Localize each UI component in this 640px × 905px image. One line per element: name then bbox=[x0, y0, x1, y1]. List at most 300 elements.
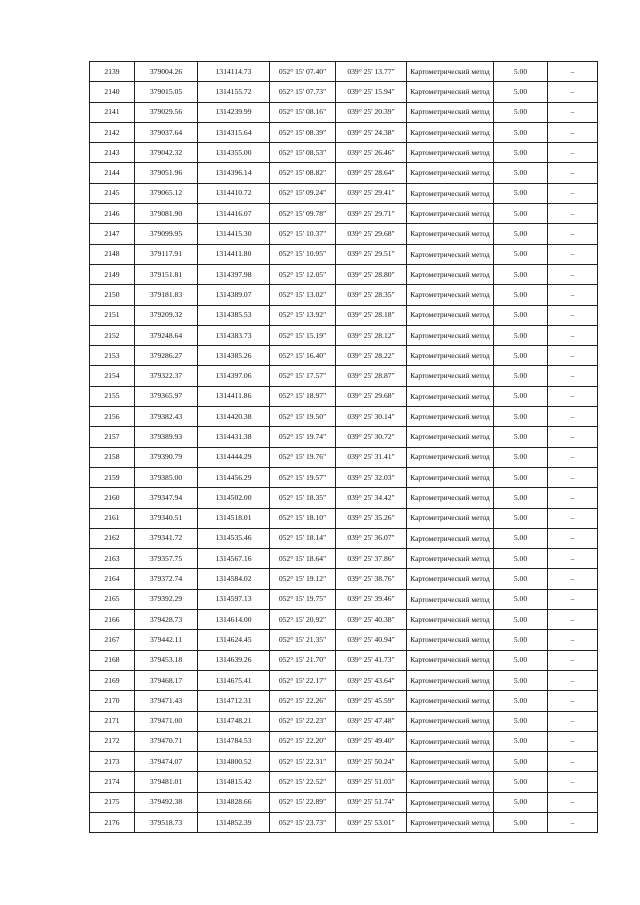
latitude-cell: 052° 15' 18.14" bbox=[270, 528, 336, 548]
latitude-cell: 052° 15' 20.92" bbox=[270, 610, 336, 630]
x-coordinate-cell: 379453.18 bbox=[135, 650, 198, 670]
point-number-cell: 2144 bbox=[90, 163, 135, 183]
x-coordinate-cell: 379341.72 bbox=[135, 528, 198, 548]
method-cell: Картометрический метод bbox=[407, 549, 494, 569]
accuracy-cell: 5.00 bbox=[494, 346, 548, 366]
x-coordinate-cell: 379181.83 bbox=[135, 285, 198, 305]
y-coordinate-cell: 1314852.39 bbox=[198, 812, 270, 832]
y-coordinate-cell: 1314411.86 bbox=[198, 386, 270, 406]
point-number-cell: 2159 bbox=[90, 467, 135, 487]
latitude-cell: 052° 15' 18.35" bbox=[270, 488, 336, 508]
latitude-cell: 052° 15' 19.57" bbox=[270, 467, 336, 487]
point-number-cell: 2154 bbox=[90, 366, 135, 386]
longitude-cell: 039° 25' 13.77" bbox=[336, 62, 407, 82]
table-row bbox=[90, 62, 598, 82]
y-coordinate-cell: 1314383.73 bbox=[198, 325, 270, 345]
table-row bbox=[90, 447, 598, 467]
y-coordinate-cell: 1314535.46 bbox=[198, 528, 270, 548]
note-cell: – bbox=[548, 812, 598, 832]
table-row bbox=[90, 82, 598, 102]
latitude-cell: 052° 15' 08.16" bbox=[270, 102, 336, 122]
note-cell: – bbox=[548, 610, 598, 630]
y-coordinate-cell: 1314748.21 bbox=[198, 711, 270, 731]
table-row bbox=[90, 731, 598, 751]
x-coordinate-cell: 379347.94 bbox=[135, 488, 198, 508]
longitude-cell: 039° 25' 29.68" bbox=[336, 224, 407, 244]
method-cell: Картометрический метод bbox=[407, 366, 494, 386]
point-number-cell: 2161 bbox=[90, 508, 135, 528]
table-row bbox=[90, 711, 598, 731]
table-row bbox=[90, 122, 598, 142]
y-coordinate-cell: 1314614.00 bbox=[198, 610, 270, 630]
accuracy-cell: 5.00 bbox=[494, 569, 548, 589]
method-cell: Картометрический метод bbox=[407, 447, 494, 467]
x-coordinate-cell: 379340.51 bbox=[135, 508, 198, 528]
accuracy-cell: 5.00 bbox=[494, 711, 548, 731]
point-number-cell: 2168 bbox=[90, 650, 135, 670]
x-coordinate-cell: 379392.29 bbox=[135, 589, 198, 609]
x-coordinate-cell: 379428.73 bbox=[135, 610, 198, 630]
table-row bbox=[90, 691, 598, 711]
latitude-cell: 052° 15' 07.40" bbox=[270, 62, 336, 82]
latitude-cell: 052° 15' 21.70" bbox=[270, 650, 336, 670]
y-coordinate-cell: 1314800.52 bbox=[198, 752, 270, 772]
point-number-cell: 2162 bbox=[90, 528, 135, 548]
table-row bbox=[90, 264, 598, 284]
y-coordinate-cell: 1314675.41 bbox=[198, 670, 270, 690]
x-coordinate-cell: 379382.43 bbox=[135, 407, 198, 427]
point-number-cell: 2172 bbox=[90, 731, 135, 751]
y-coordinate-cell: 1314397.98 bbox=[198, 264, 270, 284]
point-number-cell: 2169 bbox=[90, 670, 135, 690]
note-cell: – bbox=[548, 163, 598, 183]
note-cell: – bbox=[548, 447, 598, 467]
accuracy-cell: 5.00 bbox=[494, 325, 548, 345]
longitude-cell: 039° 25' 28.87" bbox=[336, 366, 407, 386]
table-row bbox=[90, 569, 598, 589]
latitude-cell: 052° 15' 18.10" bbox=[270, 508, 336, 528]
x-coordinate-cell: 379389.93 bbox=[135, 427, 198, 447]
accuracy-cell: 5.00 bbox=[494, 691, 548, 711]
x-coordinate-cell: 379248.64 bbox=[135, 325, 198, 345]
longitude-cell: 039° 25' 31.41" bbox=[336, 447, 407, 467]
y-coordinate-cell: 1314410.72 bbox=[198, 183, 270, 203]
y-coordinate-cell: 1314239.99 bbox=[198, 102, 270, 122]
table-row bbox=[90, 427, 598, 447]
note-cell: – bbox=[548, 366, 598, 386]
point-number-cell: 2171 bbox=[90, 711, 135, 731]
note-cell: – bbox=[548, 589, 598, 609]
x-coordinate-cell: 379385.00 bbox=[135, 467, 198, 487]
method-cell: Картометрический метод bbox=[407, 346, 494, 366]
point-number-cell: 2167 bbox=[90, 630, 135, 650]
longitude-cell: 039° 25' 28.18" bbox=[336, 305, 407, 325]
accuracy-cell: 5.00 bbox=[494, 670, 548, 690]
x-coordinate-cell: 379037.64 bbox=[135, 122, 198, 142]
y-coordinate-cell: 1314712.31 bbox=[198, 691, 270, 711]
method-cell: Картометрический метод bbox=[407, 569, 494, 589]
latitude-cell: 052° 15' 13.02" bbox=[270, 285, 336, 305]
note-cell: – bbox=[548, 691, 598, 711]
method-cell: Картометрический метод bbox=[407, 122, 494, 142]
longitude-cell: 039° 25' 40.38" bbox=[336, 610, 407, 630]
point-number-cell: 2164 bbox=[90, 569, 135, 589]
accuracy-cell: 5.00 bbox=[494, 630, 548, 650]
longitude-cell: 039° 25' 29.71" bbox=[336, 204, 407, 224]
note-cell: – bbox=[548, 528, 598, 548]
y-coordinate-cell: 1314584.02 bbox=[198, 569, 270, 589]
latitude-cell: 052° 15' 08.82" bbox=[270, 163, 336, 183]
table-row bbox=[90, 224, 598, 244]
latitude-cell: 052° 15' 22.23" bbox=[270, 711, 336, 731]
x-coordinate-cell: 379372.74 bbox=[135, 569, 198, 589]
accuracy-cell: 5.00 bbox=[494, 82, 548, 102]
y-coordinate-cell: 1314415.30 bbox=[198, 224, 270, 244]
y-coordinate-cell: 1314315.64 bbox=[198, 122, 270, 142]
longitude-cell: 039° 25' 30.72" bbox=[336, 427, 407, 447]
method-cell: Картометрический метод bbox=[407, 204, 494, 224]
point-number-cell: 2152 bbox=[90, 325, 135, 345]
y-coordinate-cell: 1314639.26 bbox=[198, 650, 270, 670]
point-number-cell: 2150 bbox=[90, 285, 135, 305]
accuracy-cell: 5.00 bbox=[494, 224, 548, 244]
table-row bbox=[90, 589, 598, 609]
latitude-cell: 052° 15' 19.50" bbox=[270, 407, 336, 427]
y-coordinate-cell: 1314597.13 bbox=[198, 589, 270, 609]
accuracy-cell: 5.00 bbox=[494, 488, 548, 508]
x-coordinate-cell: 379065.12 bbox=[135, 183, 198, 203]
accuracy-cell: 5.00 bbox=[494, 102, 548, 122]
latitude-cell: 052° 15' 09.78" bbox=[270, 204, 336, 224]
longitude-cell: 039° 25' 24.38" bbox=[336, 122, 407, 142]
table-row bbox=[90, 812, 598, 832]
method-cell: Картометрический метод bbox=[407, 224, 494, 244]
accuracy-cell: 5.00 bbox=[494, 386, 548, 406]
table-row bbox=[90, 244, 598, 264]
point-number-cell: 2160 bbox=[90, 488, 135, 508]
latitude-cell: 052° 15' 08.53" bbox=[270, 143, 336, 163]
accuracy-cell: 5.00 bbox=[494, 772, 548, 792]
method-cell: Картометрический метод bbox=[407, 528, 494, 548]
x-coordinate-cell: 379492.38 bbox=[135, 792, 198, 812]
longitude-cell: 039° 25' 50.24" bbox=[336, 752, 407, 772]
point-number-cell: 2148 bbox=[90, 244, 135, 264]
y-coordinate-cell: 1314624.45 bbox=[198, 630, 270, 650]
x-coordinate-cell: 379468.17 bbox=[135, 670, 198, 690]
accuracy-cell: 5.00 bbox=[494, 143, 548, 163]
x-coordinate-cell: 379151.81 bbox=[135, 264, 198, 284]
table-body bbox=[90, 62, 598, 833]
latitude-cell: 052° 15' 22.26" bbox=[270, 691, 336, 711]
table-row bbox=[90, 488, 598, 508]
note-cell: – bbox=[548, 488, 598, 508]
accuracy-cell: 5.00 bbox=[494, 264, 548, 284]
accuracy-cell: 5.00 bbox=[494, 610, 548, 630]
point-number-cell: 2176 bbox=[90, 812, 135, 832]
point-number-cell: 2141 bbox=[90, 102, 135, 122]
point-number-cell: 2149 bbox=[90, 264, 135, 284]
point-number-cell: 2145 bbox=[90, 183, 135, 203]
longitude-cell: 039° 25' 28.80" bbox=[336, 264, 407, 284]
accuracy-cell: 5.00 bbox=[494, 447, 548, 467]
table-row bbox=[90, 204, 598, 224]
note-cell: – bbox=[548, 325, 598, 345]
method-cell: Картометрический метод bbox=[407, 163, 494, 183]
latitude-cell: 052° 15' 07.73" bbox=[270, 82, 336, 102]
table-row bbox=[90, 346, 598, 366]
y-coordinate-cell: 1314389.07 bbox=[198, 285, 270, 305]
point-number-cell: 2143 bbox=[90, 143, 135, 163]
point-number-cell: 2151 bbox=[90, 305, 135, 325]
table-row bbox=[90, 792, 598, 812]
latitude-cell: 052° 15' 16.40" bbox=[270, 346, 336, 366]
note-cell: – bbox=[548, 143, 598, 163]
x-coordinate-cell: 379357.75 bbox=[135, 549, 198, 569]
table-row bbox=[90, 528, 598, 548]
y-coordinate-cell: 1314444.29 bbox=[198, 447, 270, 467]
table-row bbox=[90, 143, 598, 163]
note-cell: – bbox=[548, 346, 598, 366]
table-row bbox=[90, 670, 598, 690]
x-coordinate-cell: 379474.07 bbox=[135, 752, 198, 772]
accuracy-cell: 5.00 bbox=[494, 305, 548, 325]
point-number-cell: 2140 bbox=[90, 82, 135, 102]
point-number-cell: 2139 bbox=[90, 62, 135, 82]
method-cell: Картометрический метод bbox=[407, 812, 494, 832]
note-cell: – bbox=[548, 407, 598, 427]
longitude-cell: 039° 25' 37.86" bbox=[336, 549, 407, 569]
table-row bbox=[90, 752, 598, 772]
y-coordinate-cell: 1314385.53 bbox=[198, 305, 270, 325]
latitude-cell: 052° 15' 15.19" bbox=[270, 325, 336, 345]
table-row bbox=[90, 183, 598, 203]
accuracy-cell: 5.00 bbox=[494, 650, 548, 670]
accuracy-cell: 5.00 bbox=[494, 62, 548, 82]
accuracy-cell: 5.00 bbox=[494, 812, 548, 832]
y-coordinate-cell: 1314416.07 bbox=[198, 204, 270, 224]
accuracy-cell: 5.00 bbox=[494, 792, 548, 812]
table-row bbox=[90, 325, 598, 345]
note-cell: – bbox=[548, 731, 598, 751]
accuracy-cell: 5.00 bbox=[494, 528, 548, 548]
note-cell: – bbox=[548, 183, 598, 203]
point-number-cell: 2156 bbox=[90, 407, 135, 427]
x-coordinate-cell: 379042.32 bbox=[135, 143, 198, 163]
table-row bbox=[90, 285, 598, 305]
note-cell: – bbox=[548, 264, 598, 284]
method-cell: Картометрический метод bbox=[407, 508, 494, 528]
table-row bbox=[90, 386, 598, 406]
latitude-cell: 052° 15' 10.37" bbox=[270, 224, 336, 244]
longitude-cell: 039° 25' 45.59" bbox=[336, 691, 407, 711]
longitude-cell: 039° 25' 29.51" bbox=[336, 244, 407, 264]
method-cell: Картометрический метод bbox=[407, 731, 494, 751]
latitude-cell: 052° 15' 19.76" bbox=[270, 447, 336, 467]
note-cell: – bbox=[548, 122, 598, 142]
method-cell: Картометрический метод bbox=[407, 711, 494, 731]
accuracy-cell: 5.00 bbox=[494, 244, 548, 264]
latitude-cell: 052° 15' 22.52" bbox=[270, 772, 336, 792]
point-number-cell: 2175 bbox=[90, 792, 135, 812]
note-cell: – bbox=[548, 285, 598, 305]
y-coordinate-cell: 1314411.80 bbox=[198, 244, 270, 264]
accuracy-cell: 5.00 bbox=[494, 285, 548, 305]
note-cell: – bbox=[548, 752, 598, 772]
longitude-cell: 039° 25' 47.48" bbox=[336, 711, 407, 731]
accuracy-cell: 5.00 bbox=[494, 427, 548, 447]
y-coordinate-cell: 1314420.38 bbox=[198, 407, 270, 427]
x-coordinate-cell: 379481.01 bbox=[135, 772, 198, 792]
y-coordinate-cell: 1314155.72 bbox=[198, 82, 270, 102]
x-coordinate-cell: 379470.71 bbox=[135, 731, 198, 751]
x-coordinate-cell: 379209.32 bbox=[135, 305, 198, 325]
method-cell: Картометрический метод bbox=[407, 427, 494, 447]
latitude-cell: 052° 15' 18.64" bbox=[270, 549, 336, 569]
x-coordinate-cell: 379117.91 bbox=[135, 244, 198, 264]
latitude-cell: 052° 15' 12.05" bbox=[270, 264, 336, 284]
note-cell: – bbox=[548, 711, 598, 731]
method-cell: Картометрический метод bbox=[407, 305, 494, 325]
longitude-cell: 039° 25' 29.41" bbox=[336, 183, 407, 203]
latitude-cell: 052° 15' 22.20" bbox=[270, 731, 336, 751]
point-number-cell: 2155 bbox=[90, 386, 135, 406]
accuracy-cell: 5.00 bbox=[494, 366, 548, 386]
x-coordinate-cell: 379015.05 bbox=[135, 82, 198, 102]
note-cell: – bbox=[548, 792, 598, 812]
method-cell: Картометрический метод bbox=[407, 630, 494, 650]
y-coordinate-cell: 1314456.29 bbox=[198, 467, 270, 487]
method-cell: Картометрический метод bbox=[407, 143, 494, 163]
latitude-cell: 052° 15' 23.73" bbox=[270, 812, 336, 832]
table-row bbox=[90, 102, 598, 122]
table-row bbox=[90, 630, 598, 650]
accuracy-cell: 5.00 bbox=[494, 589, 548, 609]
latitude-cell: 052° 15' 13.92" bbox=[270, 305, 336, 325]
method-cell: Картометрический метод bbox=[407, 264, 494, 284]
latitude-cell: 052° 15' 10.95" bbox=[270, 244, 336, 264]
longitude-cell: 039° 25' 41.73" bbox=[336, 650, 407, 670]
accuracy-cell: 5.00 bbox=[494, 183, 548, 203]
note-cell: – bbox=[548, 650, 598, 670]
longitude-cell: 039° 25' 40.94" bbox=[336, 630, 407, 650]
method-cell: Картометрический метод bbox=[407, 610, 494, 630]
x-coordinate-cell: 379365.97 bbox=[135, 386, 198, 406]
method-cell: Картометрический метод bbox=[407, 62, 494, 82]
note-cell: – bbox=[548, 62, 598, 82]
x-coordinate-cell: 379442.11 bbox=[135, 630, 198, 650]
method-cell: Картометрический метод bbox=[407, 244, 494, 264]
method-cell: Картометрический метод bbox=[407, 650, 494, 670]
note-cell: – bbox=[548, 630, 598, 650]
note-cell: – bbox=[548, 427, 598, 447]
longitude-cell: 039° 25' 34.42" bbox=[336, 488, 407, 508]
x-coordinate-cell: 379099.95 bbox=[135, 224, 198, 244]
point-number-cell: 2157 bbox=[90, 427, 135, 447]
table-row bbox=[90, 366, 598, 386]
point-number-cell: 2142 bbox=[90, 122, 135, 142]
table-row bbox=[90, 508, 598, 528]
accuracy-cell: 5.00 bbox=[494, 752, 548, 772]
latitude-cell: 052° 15' 19.12" bbox=[270, 569, 336, 589]
method-cell: Картометрический метод bbox=[407, 82, 494, 102]
longitude-cell: 039° 25' 39.46" bbox=[336, 589, 407, 609]
x-coordinate-cell: 379322.37 bbox=[135, 366, 198, 386]
x-coordinate-cell: 379286.27 bbox=[135, 346, 198, 366]
point-number-cell: 2166 bbox=[90, 610, 135, 630]
latitude-cell: 052° 15' 08.39" bbox=[270, 122, 336, 142]
note-cell: – bbox=[548, 467, 598, 487]
accuracy-cell: 5.00 bbox=[494, 204, 548, 224]
note-cell: – bbox=[548, 508, 598, 528]
method-cell: Картометрический метод bbox=[407, 752, 494, 772]
x-coordinate-cell: 379471.00 bbox=[135, 711, 198, 731]
note-cell: – bbox=[548, 224, 598, 244]
note-cell: – bbox=[548, 569, 598, 589]
latitude-cell: 052° 15' 22.89" bbox=[270, 792, 336, 812]
y-coordinate-cell: 1314114.73 bbox=[198, 62, 270, 82]
x-coordinate-cell: 379029.56 bbox=[135, 102, 198, 122]
point-number-cell: 2147 bbox=[90, 224, 135, 244]
longitude-cell: 039° 25' 28.35" bbox=[336, 285, 407, 305]
method-cell: Картометрический метод bbox=[407, 285, 494, 305]
note-cell: – bbox=[548, 305, 598, 325]
longitude-cell: 039° 25' 20.39" bbox=[336, 102, 407, 122]
x-coordinate-cell: 379518.73 bbox=[135, 812, 198, 832]
table-row bbox=[90, 163, 598, 183]
method-cell: Картометрический метод bbox=[407, 792, 494, 812]
note-cell: – bbox=[548, 549, 598, 569]
longitude-cell: 039° 25' 26.46" bbox=[336, 143, 407, 163]
longitude-cell: 039° 25' 35.26" bbox=[336, 508, 407, 528]
table-row bbox=[90, 305, 598, 325]
x-coordinate-cell: 379471.43 bbox=[135, 691, 198, 711]
y-coordinate-cell: 1314567.16 bbox=[198, 549, 270, 569]
point-number-cell: 2158 bbox=[90, 447, 135, 467]
y-coordinate-cell: 1314396.14 bbox=[198, 163, 270, 183]
table-row bbox=[90, 549, 598, 569]
method-cell: Картометрический метод bbox=[407, 772, 494, 792]
longitude-cell: 039° 25' 49.40" bbox=[336, 731, 407, 751]
x-coordinate-cell: 379004.26 bbox=[135, 62, 198, 82]
accuracy-cell: 5.00 bbox=[494, 549, 548, 569]
method-cell: Картометрический метод bbox=[407, 488, 494, 508]
method-cell: Картометрический метод bbox=[407, 670, 494, 690]
accuracy-cell: 5.00 bbox=[494, 163, 548, 183]
longitude-cell: 039° 25' 38.76" bbox=[336, 569, 407, 589]
longitude-cell: 039° 25' 32.03" bbox=[336, 467, 407, 487]
note-cell: – bbox=[548, 386, 598, 406]
latitude-cell: 052° 15' 22.31" bbox=[270, 752, 336, 772]
table-row bbox=[90, 467, 598, 487]
method-cell: Картометрический метод bbox=[407, 325, 494, 345]
x-coordinate-cell: 379081.90 bbox=[135, 204, 198, 224]
method-cell: Картометрический метод bbox=[407, 407, 494, 427]
point-number-cell: 2146 bbox=[90, 204, 135, 224]
latitude-cell: 052° 15' 19.74" bbox=[270, 427, 336, 447]
y-coordinate-cell: 1314502.00 bbox=[198, 488, 270, 508]
x-coordinate-cell: 379051.96 bbox=[135, 163, 198, 183]
method-cell: Картометрический метод bbox=[407, 386, 494, 406]
point-number-cell: 2165 bbox=[90, 589, 135, 609]
table-row bbox=[90, 407, 598, 427]
accuracy-cell: 5.00 bbox=[494, 467, 548, 487]
longitude-cell: 039° 25' 51.03" bbox=[336, 772, 407, 792]
x-coordinate-cell: 379390.79 bbox=[135, 447, 198, 467]
longitude-cell: 039° 25' 51.74" bbox=[336, 792, 407, 812]
longitude-cell: 039° 25' 43.64" bbox=[336, 670, 407, 690]
note-cell: – bbox=[548, 102, 598, 122]
y-coordinate-cell: 1314431.38 bbox=[198, 427, 270, 447]
